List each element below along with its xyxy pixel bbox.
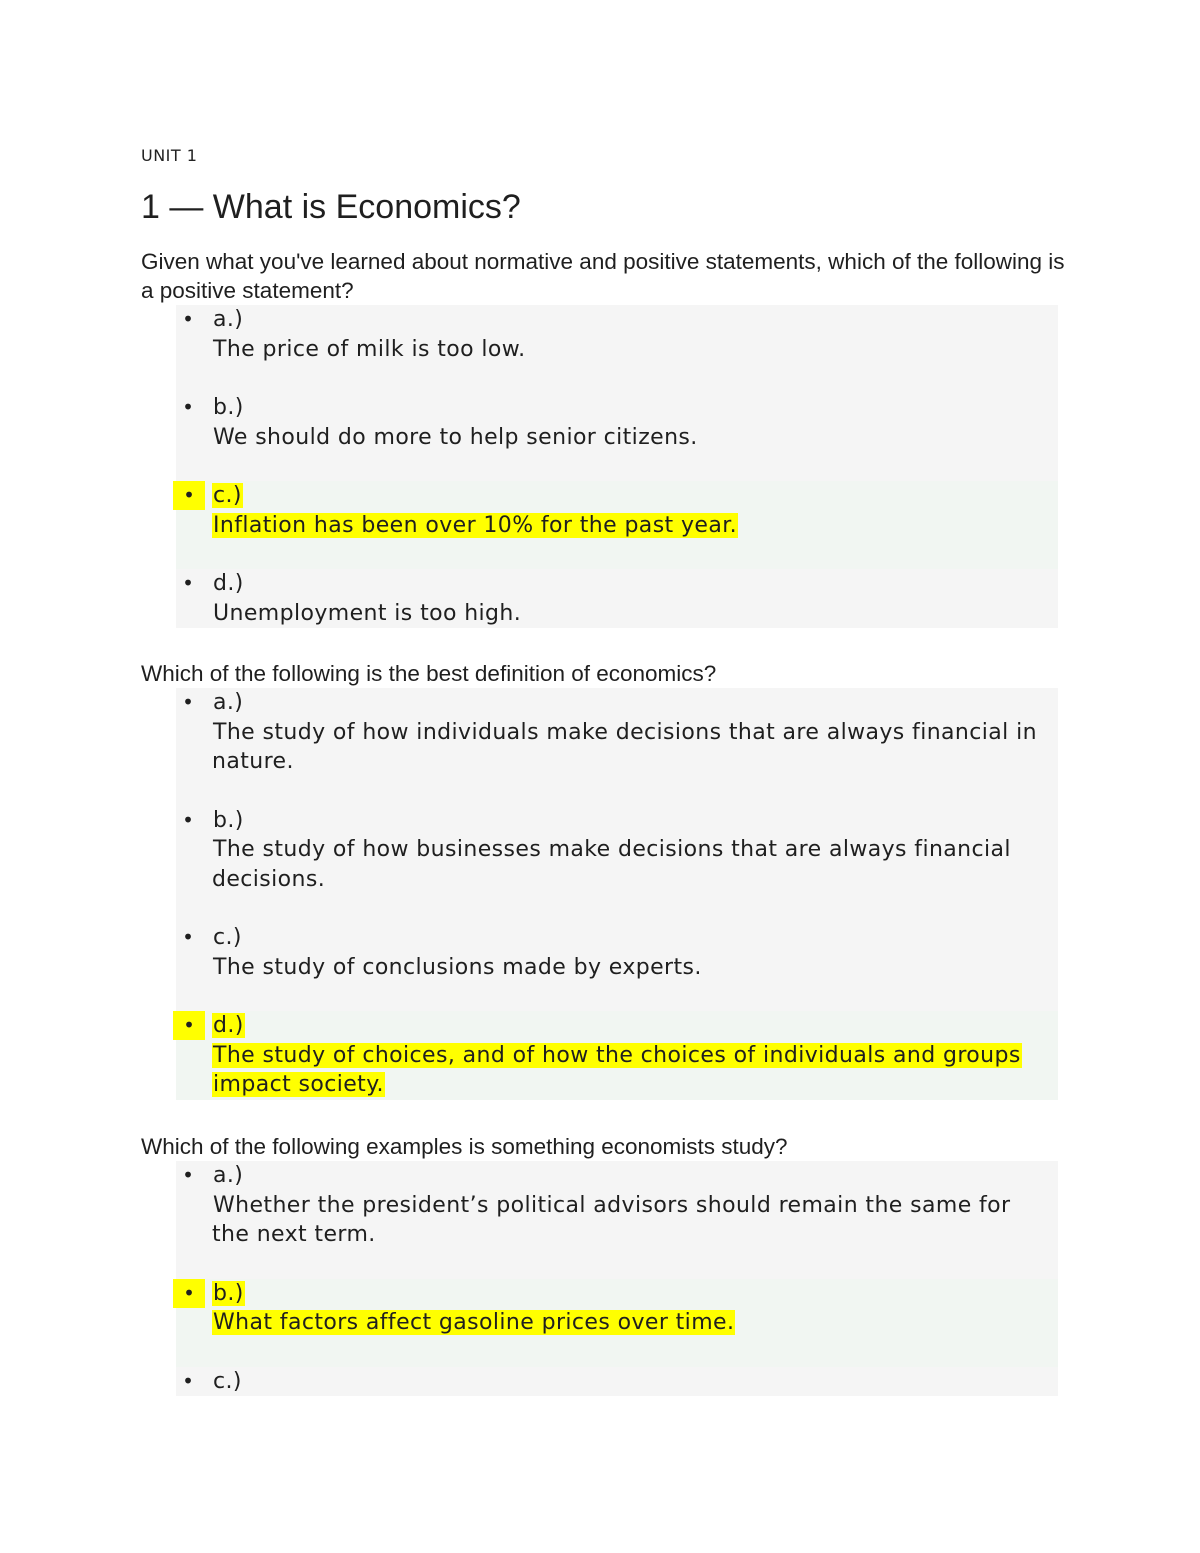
bullet-icon: • (182, 307, 194, 331)
question-text: Given what you've learned about normative and positive statements, which of the following is a positive statement? (141, 249, 1065, 303)
bullet-icon: • (173, 1011, 205, 1040)
option-letter: c.) (213, 925, 242, 950)
bullet-icon: • (173, 1279, 205, 1308)
option-text: Inflation has been over 10% for the past year. (213, 512, 738, 538)
option-letter: a.) (213, 1163, 244, 1188)
option-list (141, 688, 1071, 1100)
option-letter: c.) (213, 1368, 242, 1394)
option-c-correct[interactable] (176, 481, 1058, 569)
bullet-icon: • (182, 925, 194, 949)
question-3 (141, 1132, 1071, 1396)
option-c[interactable] (176, 1367, 1058, 1397)
option-letter: c.) (213, 483, 242, 508)
option-list (141, 1161, 1071, 1396)
option-a[interactable] (176, 688, 1058, 806)
option-text: Whether the president’s political advisors should remain the same for the next term. (212, 1192, 1011, 1247)
option-text: The study of conclusions made by experts. (213, 954, 702, 980)
option-text: The study of how individuals make decisions that are always financial in nature. (212, 719, 1037, 774)
bullet-icon: • (182, 571, 194, 595)
question-text: Which of the following examples is something economists study? (141, 1134, 788, 1159)
option-c[interactable] (176, 923, 1058, 1011)
option-text: The study of how businesses make decisions that are always financial decisions. (212, 837, 1011, 892)
option-letter: b.) (213, 1280, 244, 1306)
option-letter: d.) (213, 571, 244, 596)
bullet-icon: • (182, 807, 194, 832)
option-letter: d.) (213, 1013, 244, 1038)
bullet-icon: • (182, 690, 194, 714)
option-a[interactable] (176, 1161, 1058, 1279)
option-text: The study of choices, and of how the choices of individuals and groups impact society. (213, 1042, 1021, 1097)
bullet-icon: • (182, 1163, 194, 1187)
option-b-correct[interactable] (176, 1279, 1058, 1367)
bullet-icon: • (182, 1368, 194, 1393)
option-d[interactable] (176, 569, 1058, 628)
option-a[interactable] (176, 305, 1058, 393)
option-letter: a.) (213, 690, 244, 715)
question-2 (141, 659, 1071, 1100)
bullet-icon: • (173, 481, 205, 510)
option-list (141, 305, 1071, 628)
bullet-icon: • (182, 395, 194, 419)
option-text: Unemployment is too high. (213, 600, 522, 626)
option-letter: b.) (213, 807, 244, 833)
option-letter: b.) (213, 395, 244, 420)
question-text: Which of the following is the best definition of economics? (141, 661, 717, 686)
option-text: We should do more to help senior citizens. (213, 424, 698, 450)
option-d-correct[interactable] (176, 1011, 1058, 1100)
question-1 (141, 247, 1071, 628)
option-b[interactable] (176, 806, 1058, 924)
option-text: The price of milk is too low. (213, 336, 526, 362)
option-text: What factors affect gasoline prices over time. (213, 1310, 735, 1335)
section-title: 1 — What is Economics? (141, 188, 521, 226)
option-letter: a.) (213, 307, 244, 332)
unit-label: UNIT 1 (141, 146, 198, 165)
option-b[interactable] (176, 393, 1058, 481)
